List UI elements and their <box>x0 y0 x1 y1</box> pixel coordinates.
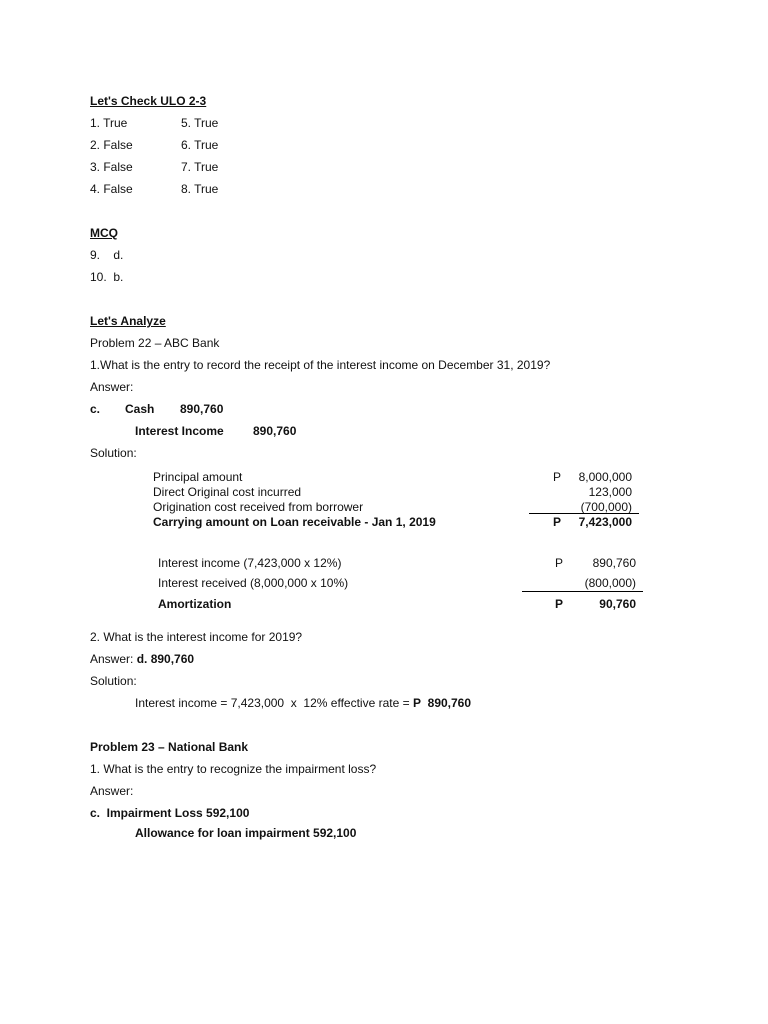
solution-label: Solution: <box>90 674 137 688</box>
table1-row-label: Direct Original cost incurred <box>153 485 302 499</box>
solution-text: Interest income = 7,423,000 x 12% effective rate = <box>135 696 413 710</box>
answer-label-text: Answer: <box>90 652 134 666</box>
table1-row-amount: 123,000 <box>588 485 632 499</box>
table2-row-amount: (800,000) <box>584 576 636 590</box>
table1-total-currency: P <box>553 515 562 529</box>
answer-item: 4. False <box>90 182 133 196</box>
table2-total-rule <box>522 591 643 592</box>
table2-row-currency: P <box>555 556 564 570</box>
answer-label <box>90 652 194 666</box>
entry-debit-account: Cash <box>125 402 155 416</box>
problem-22-question-1: 1.What is the entry to record the receipt of the interest income on December 31, 2019? <box>90 358 551 372</box>
mcq-item: 9. d. <box>90 248 124 262</box>
answer-label: Answer: <box>90 784 134 798</box>
problem-23-question-1: 1. What is the entry to recognize the impairment loss? <box>90 762 377 776</box>
problem-22-title: Problem 22 – ABC Bank <box>90 336 220 350</box>
answer-item: 7. True <box>181 160 219 174</box>
entry-line-1: c. Impairment Loss 592,100 <box>90 806 250 820</box>
entry-debit-amount: 890,760 <box>180 402 224 416</box>
answer-item: 8. True <box>181 182 219 196</box>
table1-total-rule <box>529 513 639 514</box>
table1-row-amount: 8,000,000 <box>578 470 632 484</box>
table2-total-label: Amortization <box>158 597 232 611</box>
section-heading-check: Let's Check ULO 2-3 <box>90 94 207 108</box>
table2-total-amount: 90,760 <box>599 597 636 611</box>
mcq-item: 10. b. <box>90 270 124 284</box>
table1-row-label: Principal amount <box>153 470 243 484</box>
answer-label: Answer: <box>90 380 134 394</box>
solution-label: Solution: <box>90 446 137 460</box>
table2-total-currency: P <box>555 597 564 611</box>
entry-letter: c. <box>90 402 101 416</box>
answer-item: 6. True <box>181 138 219 152</box>
section-heading-analyze: Let's Analyze <box>90 314 166 328</box>
answer-item: 5. True <box>181 116 219 130</box>
table2-row-amount: 890,760 <box>592 556 636 570</box>
table1-total-amount: 7,423,000 <box>578 515 632 529</box>
answer-item: 3. False <box>90 160 133 174</box>
solution-currency: P <box>412 696 421 710</box>
table1-row-label: Origination cost received from borrower <box>153 500 364 514</box>
table2-row-label: Interest income (7,423,000 x 12%) <box>158 556 342 570</box>
table1-total-label: Carrying amount on Loan receivable - Jan 1, 2019 <box>153 515 436 529</box>
entry-credit-account: Interest Income <box>135 424 224 438</box>
table1-row-currency: P <box>553 470 562 484</box>
problem-22-question-2: 2. What is the interest income for 2019? <box>90 630 303 644</box>
solution-line <box>135 696 471 710</box>
problem-23-title: Problem 23 – National Bank <box>90 740 249 754</box>
entry-credit-amount: 890,760 <box>253 424 297 438</box>
entry-line-2: Allowance for loan impairment 592,100 <box>135 826 357 840</box>
table2-row-label: Interest received (8,000,000 x 10%) <box>158 576 349 590</box>
answer-item: 2. False <box>90 138 133 152</box>
answer-value: d. 890,760 <box>136 652 195 666</box>
solution-value: 890,760 <box>427 696 472 710</box>
table1-row-amount: (700,000) <box>580 500 632 514</box>
answer-item: 1. True <box>90 116 128 130</box>
section-heading-mcq: MCQ <box>90 226 118 240</box>
